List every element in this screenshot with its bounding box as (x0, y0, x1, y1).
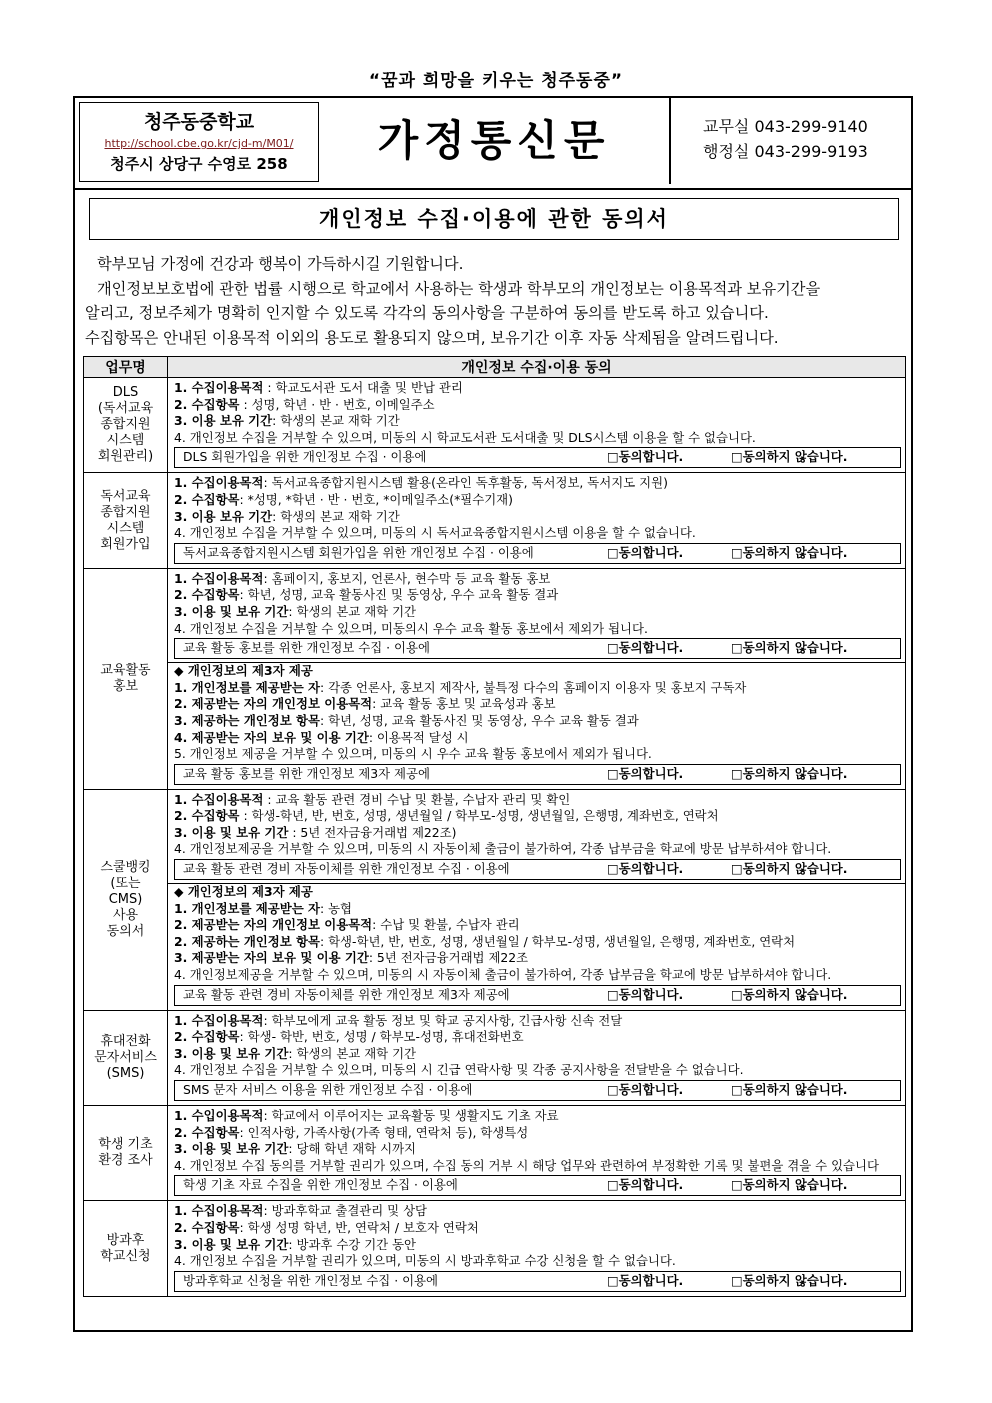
school-name: 청주동중학교 (143, 111, 255, 133)
consent-item-line (174, 571, 901, 588)
consent-item-line (174, 901, 901, 918)
consent-detail-cell (168, 378, 906, 473)
consent-item-text: : 학교도서관 도서 대출 및 반납 관리 (263, 380, 463, 395)
consent-item-text: : 학생의 본교 재학 기간 (272, 413, 400, 429)
disagree-checkbox[interactable]: □동의하지 않습니다. (731, 640, 848, 656)
disagree-checkbox[interactable]: □동의하지 않습니다. (731, 449, 848, 465)
agree-checkbox[interactable]: □동의합니다. (607, 1082, 684, 1097)
consent-item-line (174, 1108, 901, 1125)
third-party-title: ◆ 개인정보의 제3자 제공 (174, 663, 313, 679)
consent-item-text: : 학생 성명 학년, 반, 연락처 / 보호자 연락처 (239, 1219, 479, 1235)
table-row (84, 568, 906, 789)
consent-item-text: : 5년 전자금융거래법 제22조) (288, 824, 457, 840)
consent-choice-box (174, 1271, 901, 1292)
consent-choice-box (174, 543, 901, 564)
consent-item-label: 4. 제공받는 자의 보유 및 이용 기간 (174, 729, 369, 745)
task-name-cell: 스쿨뱅킹 (또는 CMS) 사용 동의서 (84, 789, 168, 1010)
task-name-cell: 방과후 학교신청 (84, 1201, 168, 1296)
consent-purpose: 독서교육종합지원시스템 회원가입을 위한 개인정보 수집 · 이용에 (183, 544, 534, 560)
consent-item-label: 1. 수집이용목적 (174, 791, 264, 807)
consent-item-label: 1. 수집이용목적 (174, 1203, 264, 1219)
consent-item-text: : 홈페이지, 홍보지, 언론사, 현수막 등 교육 활동 홍보 (263, 570, 551, 586)
consent-item-text: : 성명, 학년 · 반 · 번호, 이메일주소 (239, 396, 435, 412)
consent-item-line (174, 967, 901, 984)
consent-detail-cell (168, 1010, 906, 1105)
consent-item-line (174, 413, 901, 430)
consent-item-label: 1. 수집이용목적 (174, 1012, 264, 1028)
consent-purpose: 교육 활동 홍보를 위한 개인정보 수집 · 이용에 (183, 640, 430, 656)
consent-item-line (174, 950, 901, 967)
consent-item-line (174, 380, 901, 397)
table-row (84, 1010, 906, 1105)
consent-item-label: 1. 수입이용목적 (174, 1108, 264, 1123)
consent-detail-cell (168, 1106, 906, 1201)
consent-item-line (174, 587, 901, 604)
consent-item-label: 2. 수집항목 (174, 1219, 240, 1235)
consent-item-text: : 인적사항, 가족사항(가족 형태, 연락처 등), 학생특성 (239, 1124, 529, 1140)
consent-item-text: : 수납 및 환불, 수납자 관리 (372, 917, 520, 933)
table-row (84, 789, 906, 1010)
disagree-checkbox[interactable]: □동의하지 않습니다. (731, 765, 848, 781)
consent-item-text: 4. 개인정보 수집을 거부할 수 있으며, 미동의 시 독서교육종합지원시스템 이용을 할 수 없습니다. (174, 525, 696, 541)
consent-item-line (174, 1125, 901, 1142)
consent-item-line (174, 1220, 901, 1237)
intro-line: 학부모님 가정에 건강과 행복이 가득하시길 기원합니다. (97, 255, 464, 273)
consent-item-text: : 학생- 학반, 번호, 성명 / 학부모-성명, 휴대전화번호 (239, 1029, 524, 1045)
contact-info (703, 114, 868, 164)
consent-detail-cell (168, 568, 906, 789)
consent-item-line (174, 1013, 901, 1030)
consent-item-line (174, 680, 901, 697)
consent-item-label: 3. 이용 및 보유 기간 (174, 1236, 289, 1252)
school-url-link[interactable]: http://school.cbe.go.kr/cjd-m/M01/ (104, 137, 294, 150)
consent-choice-box (174, 1175, 901, 1196)
consent-item-text: : 학년, 성명, 교육 활동사진 및 동영상, 우수 교육 활동 결과 (319, 712, 639, 728)
consent-item-line (174, 1029, 901, 1046)
consent-item-line (174, 492, 901, 509)
consent-item-label: 3. 제공하는 개인정보 항목 (174, 712, 320, 728)
consent-purpose: 교육 활동 관련 경비 자동이체를 위한 개인정보 제3자 제공에 (183, 986, 510, 1002)
consent-item-text: : 독서교육종합지원시스템 활용(온라인 독후활동, 독서정보, 독서지도 지원) (263, 475, 668, 491)
disagree-checkbox[interactable]: □동의하지 않습니다. (731, 986, 848, 1002)
consent-item-text: : 학부모에게 교육 활동 정보 및 학교 공지사항, 긴급사항 신속 전달 (263, 1012, 623, 1028)
agree-checkbox[interactable]: □동의합니다. (607, 640, 684, 656)
consent-item-line (174, 621, 901, 638)
consent-item-label: 2. 수집항목 (174, 1124, 240, 1140)
agree-checkbox[interactable]: □동의합니다. (607, 986, 684, 1002)
consent-purpose: DLS 회원가입을 위한 개인정보 수집 · 이용에 (183, 449, 427, 465)
consent-detail-cell (168, 789, 906, 1010)
consent-item-text: : 교육 활동 홍보 및 교육성과 홍보 (372, 696, 556, 712)
consent-item-text: : 당해 학년 재학 시까지 (288, 1141, 417, 1157)
consent-item-text: 5. 개인정보 제공을 거부할 수 있으며, 미동의 시 우수 교육 활동 홍보에서 제외가 됩니다. (174, 746, 652, 762)
consent-item-text: 4. 개인정보 수집을 거부할 수 있으며, 미동의 시 학교도서관 도서대출 및 DLS시스템 이용을 할 수 없습니다. (174, 429, 756, 445)
consent-item-line (174, 746, 901, 763)
consent-item-line (174, 1141, 901, 1158)
consent-item-line (174, 792, 901, 809)
table-row (84, 1106, 906, 1201)
consent-item-label: 1. 개인정보를 제공받는 자 (174, 679, 320, 695)
consent-item-line (174, 825, 901, 842)
consent-item-line (174, 604, 901, 621)
consent-item-label: 2. 수집항목 (174, 587, 240, 603)
contact-admin-office: 행정실 043-299-9193 (703, 142, 868, 161)
consent-item-label: 3. 이용 보유 기간 (174, 413, 273, 429)
newsletter-title: 가정통신문 (319, 98, 671, 184)
consent-item-text: 4. 개인정보제공을 거부할 수 있으며, 미동의 시 자동이체 출금이 불가하여, 각종 납부금을 학교에 방문 납부하셔야 합니다. (174, 967, 832, 983)
consent-table (83, 356, 906, 1297)
intro-line: 수집항목은 안내된 이용목적 이외의 용도로 활용되지 않으며, 보유기간 이후 자동 삭제됨을 알려드립니다. (85, 328, 779, 347)
consent-choice-box (174, 1080, 901, 1101)
consent-item-text: : 학생의 본교 재학 기간 (288, 603, 417, 619)
consent-item-label: 1. 수집이용목적 (174, 475, 264, 491)
consent-item-line (174, 713, 901, 730)
consent-item-label: 2. 제공받는 자의 개인정보 이용목적 (174, 917, 373, 933)
consent-purpose: SMS 문자 서비스 이용을 위한 개인정보 수집 · 이용에 (183, 1082, 473, 1097)
school-info-box (79, 102, 319, 182)
consent-item-line (174, 525, 901, 542)
consent-item-line (174, 1062, 901, 1079)
agree-checkbox[interactable]: □동의합니다. (607, 861, 684, 877)
motto: “꿈과 희망을 키우는 청주동중” (368, 71, 624, 91)
consent-detail-cell (168, 1201, 906, 1296)
consent-item-line (174, 1158, 901, 1175)
table-row (84, 378, 906, 473)
consent-item-text: : 학생-학년, 반, 번호, 성명, 생년월일 / 학부모-성명, 생년월일, 은행명, 계좌번호, 연락처 (239, 808, 719, 824)
task-name-cell: DLS (독서교육 종합지원 시스템 회원관리) (84, 378, 168, 473)
table-row (84, 1201, 906, 1296)
consent-choice-box (174, 447, 901, 468)
consent-item-text: : 방과후학교 출결관리 및 상담 (263, 1203, 428, 1219)
header-consent: 개인정보 수집·이용 동의 (168, 357, 906, 378)
consent-purpose: 교육 활동 홍보를 위한 개인정보 제3자 제공에 (183, 765, 430, 781)
intro-line: 개인정보보호법에 관한 법률 시행으로 학교에서 사용하는 학생과 학부모의 개인정보는 이용목적과 보유기간을 (97, 279, 821, 298)
consent-item-label: 1. 개인정보를 제공받는 자 (174, 900, 320, 916)
consent-item-text: : 이용목적 달성 시 (368, 729, 469, 745)
consent-item-text: 4. 개인정보 수집을 거부할 수 있으며, 미동의시 우수 교육 활동 홍보에서 제외가 됩니다. (174, 620, 648, 636)
consent-item-label: 3. 제공받는 자의 보유 및 이용 기간 (174, 950, 369, 966)
consent-item-text: : 학생의 본교 재학 기간 (272, 508, 400, 524)
task-name-cell: 학생 기초 환경 조사 (84, 1106, 168, 1201)
consent-item-line (174, 934, 901, 951)
newsletter-frame (73, 96, 913, 1332)
consent-item-text: : 농협 (319, 900, 353, 916)
consent-item-label: 3. 이용 및 보유 기간 (174, 824, 289, 840)
consent-item-label: 2. 수집항목 (174, 396, 240, 412)
consent-choice-box (174, 859, 901, 880)
disagree-checkbox[interactable]: □동의하지 않습니다. (731, 1272, 848, 1288)
consent-item-line (174, 808, 901, 825)
contact-academic-office: 교무실 043-299-9140 (703, 117, 868, 136)
consent-item-label: 2. 제공하는 개인정보 항목 (174, 933, 320, 949)
agree-checkbox[interactable]: □동의합니다. (607, 544, 684, 560)
disagree-checkbox[interactable]: □동의하지 않습니다. (731, 544, 848, 560)
consent-item-text: 4. 개인정보 수집 동의를 거부할 권리가 있으며, 수집 동의 거부 시 해당 업무와 관련하여 부정확한 기록 및 불편을 겪을 수 있습니다 (174, 1157, 879, 1173)
task-name-cell: 독서교육 종합지원 시스템 회원가입 (84, 473, 168, 568)
consent-choice-box (174, 985, 901, 1006)
agree-checkbox[interactable]: □동의합니다. (607, 1272, 684, 1288)
consent-purpose: 방과후학교 신청을 위한 개인정보 수집 · 이용에 (183, 1272, 438, 1288)
task-name-cell: 휴대전화 문자서비스 (SMS) (84, 1010, 168, 1105)
newsletter-header (75, 98, 911, 190)
consent-item-line (174, 1237, 901, 1254)
consent-item-text: 4. 개인정보 수집을 거부할 권리가 있으며, 미동의 시 방과후학교 수강 신청을 할 수 없습니다. (174, 1253, 676, 1269)
consent-item-label: 3. 이용 보유 기간 (174, 508, 273, 524)
consent-item-text: : 학년, 성명, 교육 활동사진 및 동영상, 우수 교육 활동 결과 (239, 587, 559, 603)
school-address: 청주시 상당구 수영로 258 (110, 155, 288, 173)
disagree-checkbox[interactable]: □동의하지 않습니다. (731, 1177, 848, 1193)
consent-item-line (174, 917, 901, 934)
consent-item-text: : 각종 언론사, 홍보지 제작사, 불특정 다수의 홈페이지 이용자 및 홍보지 구독자 (319, 679, 747, 695)
consent-item-line (174, 509, 901, 526)
consent-form-title: 개인정보 수집·이용에 관한 동의서 (89, 198, 899, 240)
consent-item-text: : 방과후 수강 기간 동안 (288, 1236, 417, 1252)
consent-item-line (174, 1253, 901, 1270)
consent-item-label: 3. 이용 및 보유 기간 (174, 603, 289, 619)
consent-item-label: 2. 수집항목 (174, 491, 240, 507)
intro-text (85, 252, 905, 350)
consent-item-label: 3. 이용 및 보유 기간 (174, 1045, 289, 1061)
consent-item-line (174, 475, 901, 492)
consent-item-label: 3. 이용 및 보유 기간 (174, 1141, 289, 1157)
consent-item-line (174, 397, 901, 414)
consent-item-label: 1. 수집이용목적 (174, 380, 264, 395)
consent-purpose: 학생 기초 자료 수집을 위한 개인정보 수집 · 이용에 (183, 1177, 458, 1193)
consent-choice-box (174, 638, 901, 659)
consent-item-line (174, 696, 901, 713)
task-name-cell: 교육활동 홍보 (84, 568, 168, 789)
consent-item-text: : 학생의 본교 재학 기간 (288, 1045, 417, 1061)
table-row (84, 473, 906, 568)
agree-checkbox[interactable]: □동의합니다. (607, 449, 684, 465)
consent-item-label: 2. 수집항목 (174, 808, 240, 824)
consent-detail-cell (168, 473, 906, 568)
consent-purpose: 교육 활동 관련 경비 자동이체를 위한 개인정보 수집 · 이용에 (183, 861, 510, 877)
intro-line: 알리고, 정보주체가 명확히 인지할 수 있도록 각각의 동의사항을 구분하여 동의를 받도록 하고 있습니다. (85, 304, 769, 322)
disagree-checkbox[interactable]: □동의하지 않습니다. (731, 861, 848, 877)
consent-item-line (174, 1203, 901, 1220)
third-party-title: ◆ 개인정보의 제3자 제공 (174, 884, 313, 900)
consent-item-line (174, 1046, 901, 1063)
consent-item-text: : 학교에서 이루어지는 교육활동 및 생활지도 기초 자료 (263, 1108, 559, 1123)
consent-item-label: 2. 수집항목 (174, 1029, 240, 1045)
consent-item-line (174, 841, 901, 858)
disagree-checkbox[interactable]: □동의하지 않습니다. (731, 1082, 848, 1097)
agree-checkbox[interactable]: □동의합니다. (607, 1177, 684, 1193)
consent-item-line (174, 730, 901, 747)
consent-item-text: : 5년 전자금융거래법 제22조 (368, 950, 529, 966)
consent-item-text: : *성명, *학년 · 반 · 번호, *이메일주소(*필수기재) (239, 491, 513, 507)
consent-item-text: : 학생-학년, 반, 번호, 성명, 생년월일 / 학부모-성명, 생년월일, 은행명, 계좌번호, 연락처 (319, 933, 796, 949)
consent-item-label: 2. 제공받는 자의 개인정보 이용목적 (174, 696, 373, 712)
consent-item-text: 4. 개인정보 수집을 거부할 수 있으며, 미동의 시 긴급 연락사항 및 각종 공지사항을 전달받을 수 없습니다. (174, 1062, 744, 1078)
consent-item-line (174, 430, 901, 447)
consent-item-text: 4. 개인정보제공을 거부할 수 있으며, 미동의 시 자동이체 출금이 불가하여, 각종 납부금을 학교에 방문 납부하셔야 합니다. (174, 841, 832, 857)
consent-item-text: : 교육 활동 관련 경비 수납 및 환불, 수납자 관리 및 확인 (263, 791, 571, 807)
header-task-name: 업무명 (84, 357, 168, 378)
agree-checkbox[interactable]: □동의합니다. (607, 765, 684, 781)
consent-item-label: 1. 수집이용목적 (174, 570, 264, 586)
consent-choice-box (174, 764, 901, 785)
